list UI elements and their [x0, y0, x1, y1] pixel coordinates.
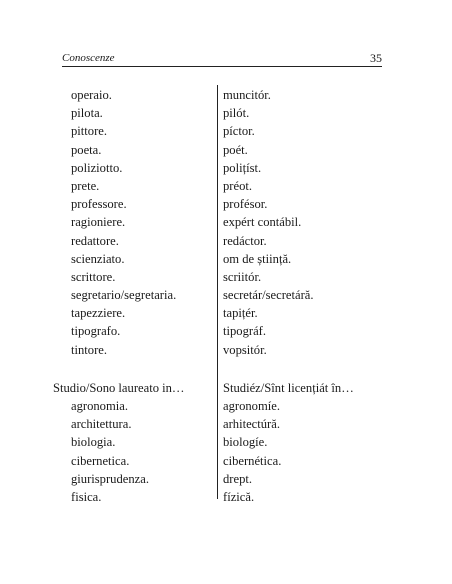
romanian-term: arhitectúră.	[223, 417, 280, 432]
italian-term: biologia.	[71, 435, 116, 450]
romanian-term: biologíe.	[223, 435, 268, 450]
italian-term: tintore.	[71, 342, 108, 357]
romanian-term: cibernética.	[223, 453, 282, 468]
romanian-term: muncitór.	[223, 88, 271, 102]
running-header	[62, 52, 382, 67]
romanian-term: píctor.	[223, 124, 255, 139]
section-gap	[223, 359, 373, 379]
section-gap	[71, 359, 211, 379]
romanian-study-heading: Studiéz/Sînt licențiát în…	[223, 380, 354, 395]
romanian-column	[223, 86, 373, 506]
italian-column	[53, 86, 211, 506]
romanian-term: tipográf.	[223, 324, 267, 339]
romanian-term: pilót.	[223, 106, 250, 121]
romanian-term: drept.	[223, 471, 253, 486]
running-title: Conoscenze	[62, 52, 115, 64]
romanian-term: expért contábil.	[223, 215, 302, 230]
page-number: 35	[370, 51, 382, 65]
romanian-term: poét.	[223, 142, 248, 157]
italian-term: prete.	[71, 178, 100, 193]
italian-term: giurisprudenza.	[71, 471, 149, 486]
italian-term: architettura.	[71, 417, 132, 432]
romanian-term: scriitór.	[223, 269, 262, 284]
romanian-term: tapițér.	[223, 306, 258, 321]
italian-term: tipografo.	[71, 324, 121, 339]
italian-term: segretario/segretaria.	[71, 288, 177, 303]
italian-term: redattore.	[71, 233, 119, 248]
italian-study-heading: Studio/Sono laureato in…	[53, 380, 185, 395]
romanian-term: profésor.	[223, 197, 268, 212]
italian-term: agronomia.	[71, 399, 129, 413]
romanian-term: om de știință.	[223, 251, 292, 266]
italian-term: scienziato.	[71, 251, 125, 266]
romanian-term: vopsitór.	[223, 342, 267, 357]
column-divider	[217, 85, 218, 499]
romanian-term: polițíst.	[223, 160, 262, 175]
italian-term: pilota.	[71, 106, 103, 121]
italian-term: ragioniere.	[71, 215, 126, 230]
italian-term: poeta.	[71, 142, 102, 157]
italian-term: tapezziere.	[71, 306, 126, 321]
italian-term: scrittore.	[71, 269, 116, 284]
italian-term: operaio.	[71, 88, 112, 102]
italian-term: fisica.	[71, 489, 102, 504]
romanian-term: secretár/secretáră.	[223, 288, 314, 303]
romanian-term: redáctor.	[223, 233, 267, 248]
italian-term: professore.	[71, 197, 127, 212]
romanian-term: agronomíe.	[223, 399, 281, 413]
romanian-term: fízică.	[223, 489, 255, 504]
italian-term: pittore.	[71, 124, 108, 139]
italian-term: cibernetica.	[71, 453, 130, 468]
italian-term: poliziotto.	[71, 160, 123, 175]
romanian-term: préot.	[223, 178, 253, 193]
